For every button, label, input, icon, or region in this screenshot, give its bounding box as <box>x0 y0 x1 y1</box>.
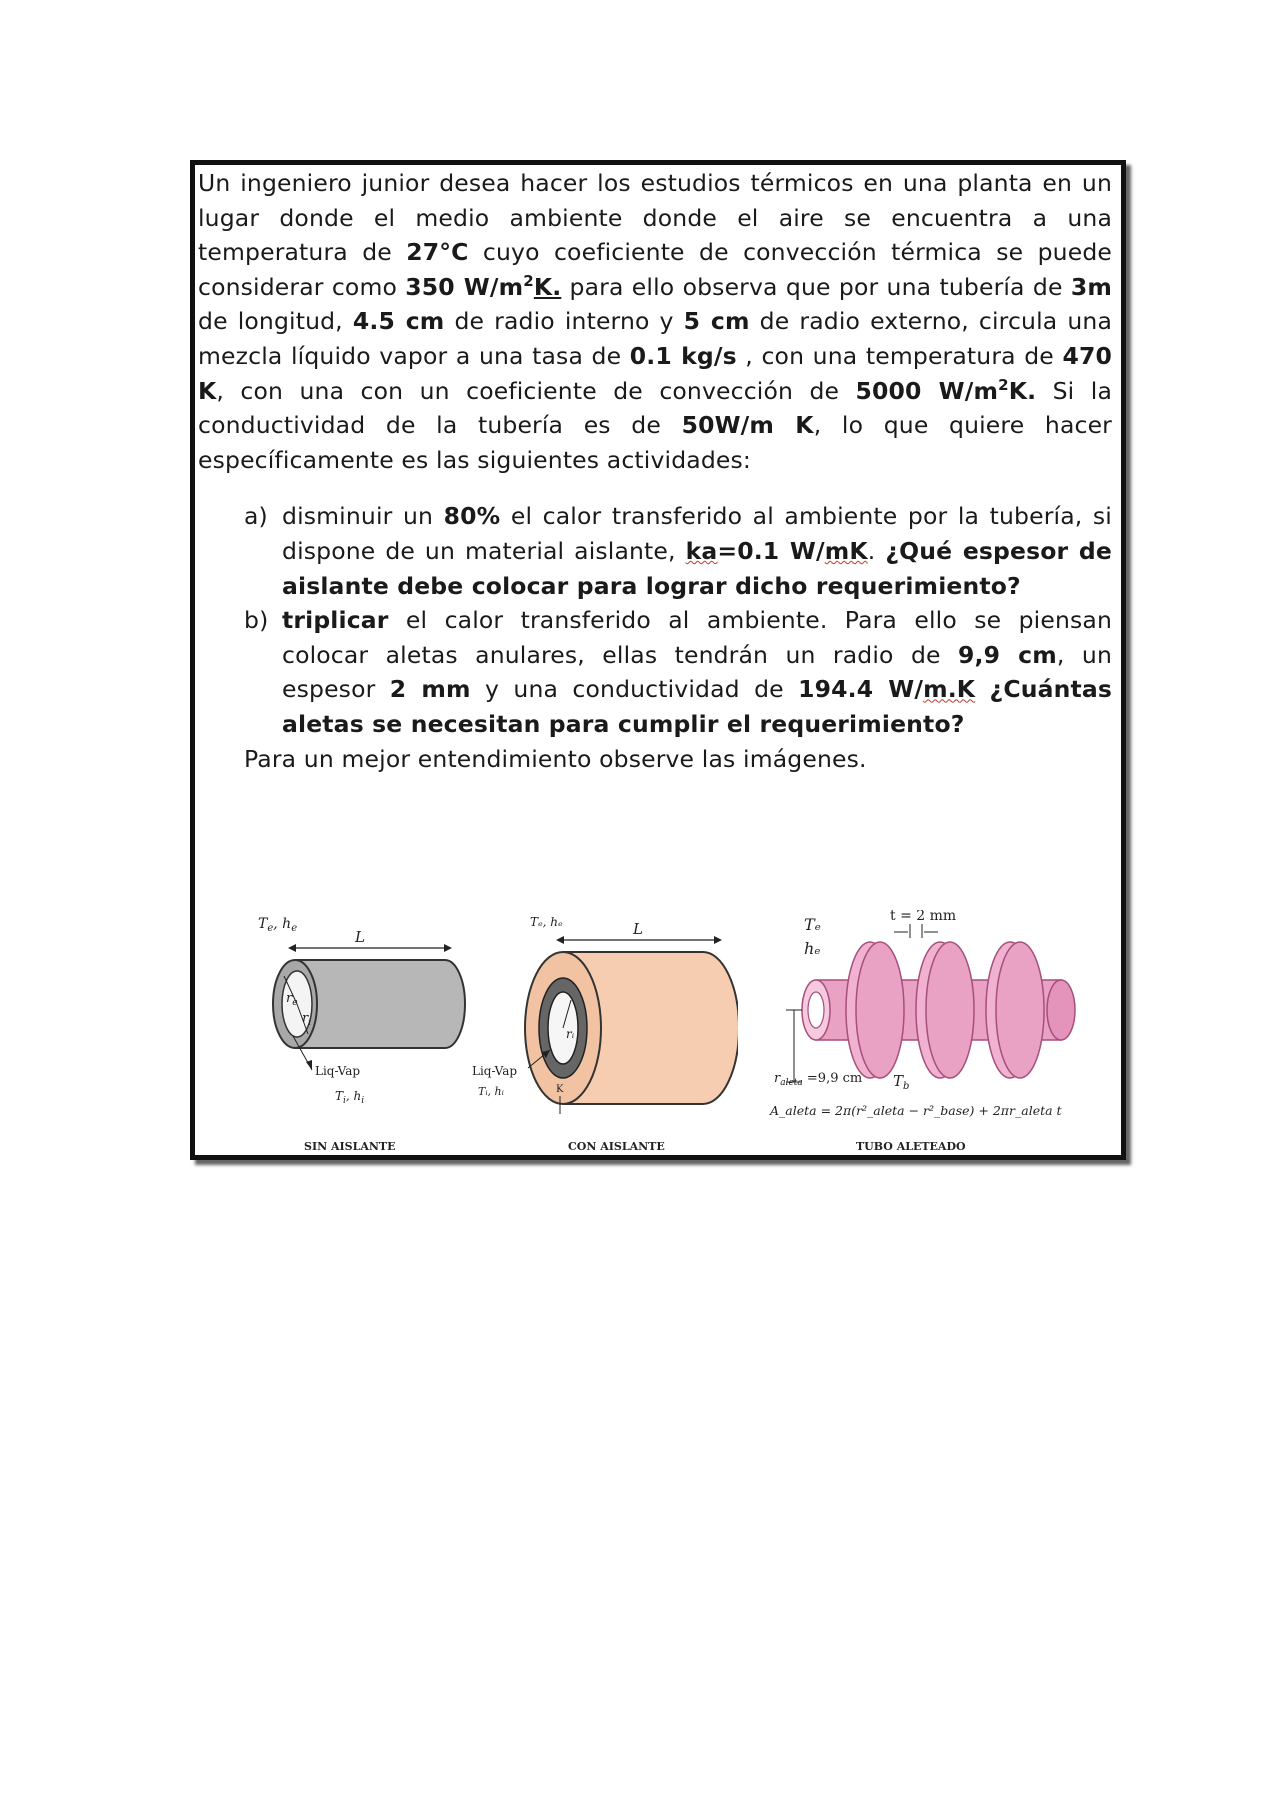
fin-3 <box>986 942 1044 1078</box>
intro-text: de radio interno y <box>444 307 684 336</box>
triplicate-keyword: triplicar <box>282 606 389 635</box>
label-liq-vap: Liq-Vap <box>315 1064 361 1078</box>
label-tb: $T_b$ <box>893 1072 910 1092</box>
intro-text: de radio externo, circula una mezcla líquido vapor a una tasa de <box>198 307 1112 370</box>
intro-text: , lo que quiere hacer específicamente es las siguientes actividades: <box>198 411 1112 474</box>
list-item <box>198 499 1112 603</box>
label-ti-hi: Tᵢ, hᵢ <box>478 1085 504 1098</box>
fin-2 <box>916 942 974 1078</box>
caption-sin-aislante: SIN AISLANTE <box>304 1140 396 1153</box>
fin-1 <box>846 942 904 1078</box>
intro-text: , con una temperatura de <box>736 341 1063 370</box>
item-text: , un espesor <box>282 640 1112 704</box>
problem-text <box>198 166 1112 776</box>
label-ti-hi: $T_i$, $h_i$ <box>335 1089 365 1106</box>
air-temperature: 27°C <box>406 238 469 267</box>
internal-convection-coefficient: 5000 $W/m^2K$. <box>855 375 1037 405</box>
item-text: disminuir un <box>282 502 444 531</box>
label-liq-vap: Liq-Vap <box>472 1064 518 1078</box>
label-k: K <box>556 1084 564 1095</box>
label-fin-thickness: t = 2 mm <box>890 910 957 924</box>
label-te: Tₑ <box>804 915 821 934</box>
list-marker: b) <box>244 606 269 635</box>
label-re: $r_e$ <box>286 991 298 1008</box>
reduction-percentage: 80% <box>443 502 501 531</box>
list-marker: a) <box>244 502 268 531</box>
insulation-conductivity: ka=0.1 W/mK <box>685 536 868 565</box>
item-text: . <box>867 536 876 565</box>
figure-sin-aislante <box>250 910 490 1155</box>
label-te-he: Tₑ, hₑ <box>530 915 563 929</box>
pipe-conductivity: 50W/m K <box>681 411 814 440</box>
question-a: ¿Qué espesor de aislante debe colocar para lograr dicho requerimiento? <box>282 536 1112 600</box>
internal-temperature: 470 K <box>198 341 1112 405</box>
list-item <box>198 603 1112 741</box>
figure-con-aislante <box>468 910 738 1155</box>
item-text: y una conductividad de <box>470 675 799 704</box>
label-length: L <box>355 928 365 946</box>
label-r-aleta: $r_{aleta} =9,9$ cm <box>774 1071 863 1088</box>
pipe-length: 3m <box>1070 272 1112 301</box>
label-te-he: $T_e$, $h_e$ <box>258 916 298 934</box>
question-b: ¿Cuántas aletas se necesitan para cumplir el requerimiento? <box>282 675 1113 738</box>
external-radius: 5 cm <box>683 307 750 336</box>
mass-flow-rate: 0.1 kg/s <box>629 341 737 370</box>
label-length: L <box>633 920 643 938</box>
fin-area-formula: A_aleta = 2π(r²_aleta − r²_base) + 2πr_aleta t <box>770 1103 1062 1118</box>
activities-list <box>198 499 1112 741</box>
caption-tubo-aleteado: TUBO ALETEADO <box>856 1140 966 1153</box>
intro-text: cuyo coeficiente de convección térmica se puede considerar como <box>198 238 1112 301</box>
fin-conductivity: 194.4 W/m.K <box>798 675 976 704</box>
label-he: hₑ <box>804 939 821 958</box>
label-ri: rᵢ <box>566 1027 575 1041</box>
item-text: el calor transferido al ambiente. Para ello se piensan colocar aletas anulares, ellas tendrán un radio de <box>282 606 1112 669</box>
intro-paragraph <box>198 166 1112 477</box>
intro-text: para ello observa que por una tubería de <box>561 272 1071 301</box>
internal-radius: 4.5 cm <box>352 307 445 336</box>
figure-note: Para un mejor entendimiento observe las imágenes. <box>244 744 867 773</box>
item-text: el calor transferido al ambiente por la tubería, si dispone de un material aislante, <box>282 502 1112 565</box>
caption-con-aislante: CON AISLANTE <box>568 1140 665 1153</box>
fin-thickness: 2 mm <box>389 675 471 704</box>
intro-text: de longitud, <box>198 307 353 336</box>
figure-tubo-aleteado <box>768 910 1098 1155</box>
intro-text: Si la conductividad de la tubería es de <box>198 376 1112 440</box>
intro-text: , con una con un coeficiente de convección de <box>216 376 856 405</box>
air-convection-coefficient: 350 $W/m^2K$. <box>405 271 562 301</box>
label-ri: $r_i$ <box>302 1011 312 1028</box>
intro-text: Un ingeniero junior desea hacer los estudios térmicos en una planta en un lugar donde el medio ambiente donde el aire se encuentra a una temperatura de <box>198 169 1112 267</box>
fin-radius: 9,9 cm <box>958 640 1057 669</box>
